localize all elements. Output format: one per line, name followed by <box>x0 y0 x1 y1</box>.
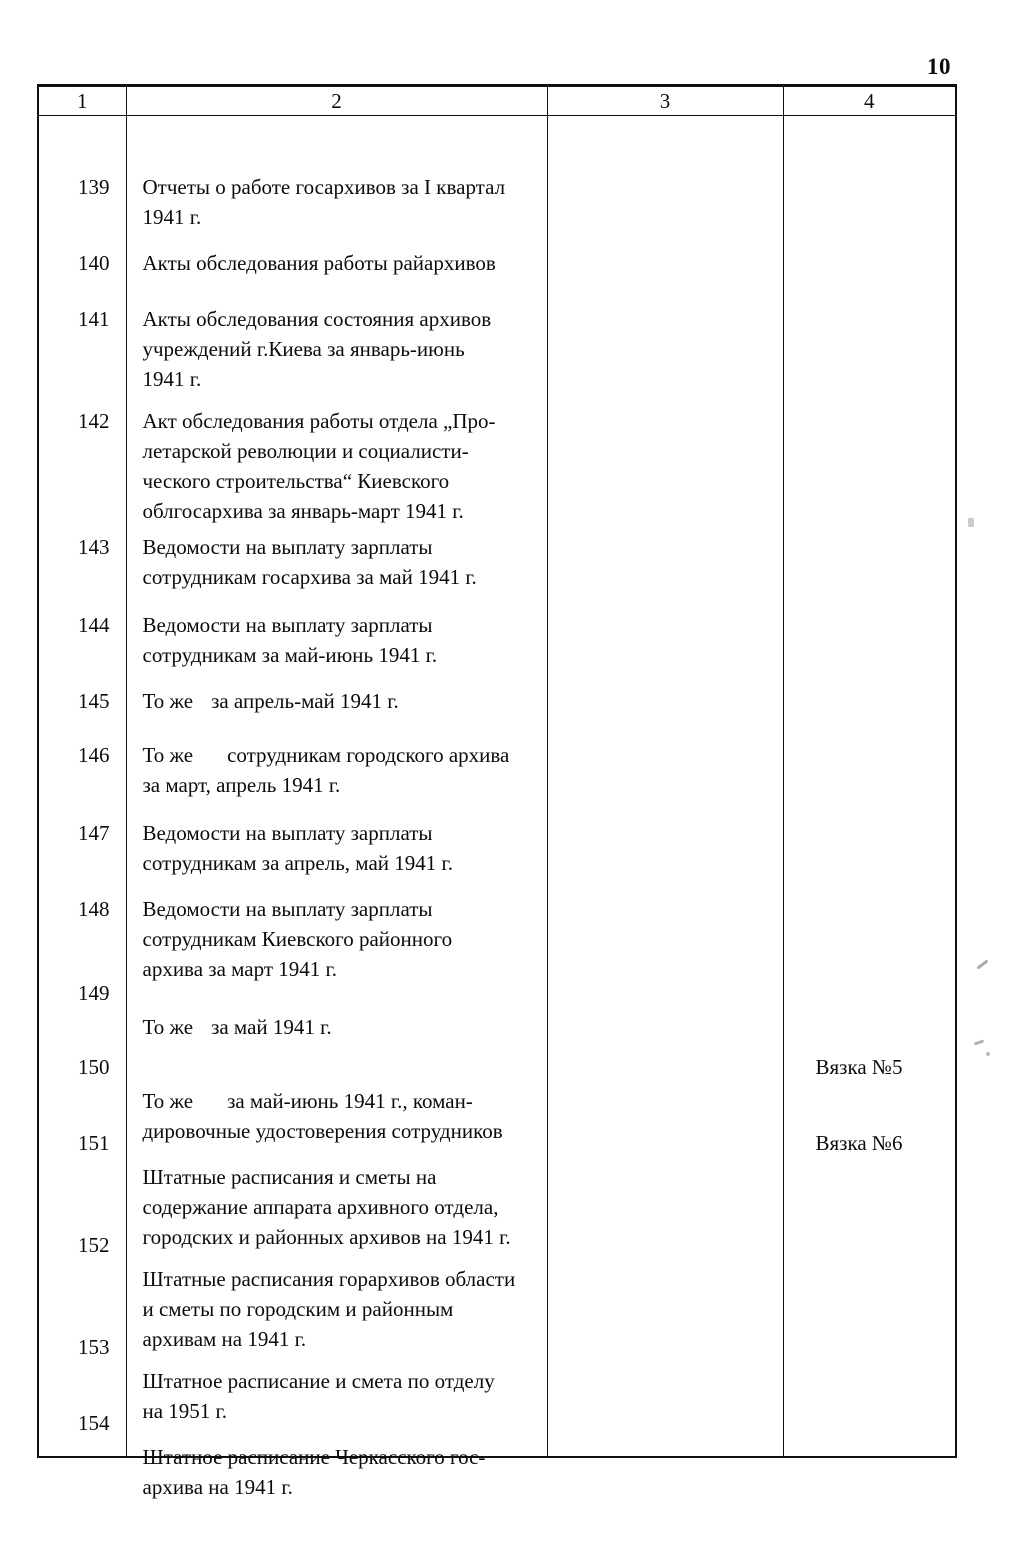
description-line: 1941 г. <box>142 367 202 391</box>
description-line: 1941 г. <box>142 205 202 229</box>
scan-artifact <box>974 1039 984 1045</box>
item-description <box>143 610 535 670</box>
description-line: ческого строительства“ Киевского <box>142 469 450 493</box>
item-number: 143 <box>78 535 110 559</box>
description-line: на 1951 г. <box>142 1399 228 1423</box>
description-line: за май 1941 г. <box>211 1015 332 1039</box>
description-line: архива на 1941 г. <box>142 1475 293 1499</box>
item-description <box>143 894 535 984</box>
item-description <box>143 304 535 394</box>
item-description <box>143 1366 535 1426</box>
description-line: и сметы по городским и районным <box>142 1297 454 1321</box>
dates-stack <box>548 116 783 1456</box>
description-line: сотрудникам Киевского районного <box>142 927 453 951</box>
item-description <box>143 818 535 878</box>
column-header-3: 3 <box>547 86 783 116</box>
description-line: Штатное расписание и смета по отделу <box>142 1369 495 1393</box>
item-number: 147 <box>78 821 110 845</box>
description-line: Акты обследования состояния архивов <box>142 307 492 331</box>
notes-stack <box>784 116 956 1456</box>
item-description <box>143 248 535 278</box>
description-line: за март, апрель 1941 г. <box>142 773 341 797</box>
item-number: 139 <box>78 175 110 199</box>
description-line: Штатное расписание Черкасского гос- <box>142 1445 486 1469</box>
description-line: за май-июнь 1941 г., коман- <box>227 1089 473 1113</box>
description-line: сотрудникам госархива за май 1941 г. <box>142 565 477 589</box>
item-number: 153 <box>78 1335 110 1359</box>
column-header-1: 1 <box>38 86 126 116</box>
item-description <box>143 740 535 800</box>
item-description <box>143 1012 535 1042</box>
item-description <box>143 172 535 232</box>
scan-artifact <box>976 959 988 969</box>
inventory-table <box>37 84 957 1499</box>
description-stack <box>127 116 547 1499</box>
description-line: архивам на 1941 г. <box>142 1327 307 1351</box>
description-prefix: То же <box>142 1089 194 1113</box>
description-line: сотрудникам за апрель, май 1941 г. <box>142 851 454 875</box>
description-line: облгосархива за январь-март 1941 г. <box>142 499 464 523</box>
description-prefix: То же <box>142 689 194 713</box>
description-line: архива за март 1941 г. <box>142 957 337 981</box>
item-number: 151 <box>78 1131 110 1155</box>
description-line: сотрудникам за май-июнь 1941 г. <box>142 643 438 667</box>
description-line: Штатные расписания и сметы на <box>142 1165 437 1189</box>
scan-artifact <box>968 518 974 527</box>
item-description <box>143 1264 535 1354</box>
description-line: Отчеты о работе госархивов за I квартал <box>142 175 506 199</box>
description-line: Акты обследования работы райархивов <box>142 251 496 275</box>
table-body-row <box>38 116 956 1458</box>
item-description <box>143 532 535 592</box>
column-item-numbers <box>38 116 126 1458</box>
page-number: 10 <box>927 54 951 79</box>
item-number: 154 <box>78 1411 110 1435</box>
column-header-4: 4 <box>783 86 956 116</box>
note-binding: Вязка №6 <box>815 1131 903 1155</box>
item-number: 148 <box>78 897 110 921</box>
item-number: 146 <box>78 743 110 767</box>
item-description <box>143 1162 535 1252</box>
column-dates <box>547 116 783 1458</box>
item-number: 141 <box>78 307 110 331</box>
description-line: Ведомости на выплату зарплаты <box>142 535 433 559</box>
description-line: за апрель-май 1941 г. <box>211 689 399 713</box>
description-line: Штатные расписания горархивов области <box>142 1267 516 1291</box>
column-header-2: 2 <box>126 86 547 116</box>
item-number-stack <box>39 116 126 1456</box>
description-line: сотрудникам городского архива <box>227 743 510 767</box>
note-binding: Вязка №5 <box>815 1055 903 1079</box>
description-line: Ведомости на выплату зарплаты <box>142 821 433 845</box>
item-description <box>143 1442 535 1502</box>
description-prefix: То же <box>142 1015 194 1039</box>
description-line: летарской революции и социалисти- <box>142 439 469 463</box>
table-header-row <box>38 86 956 116</box>
description-prefix: То же <box>142 743 194 767</box>
description-line: городских и районных архивов на 1941 г. <box>142 1225 511 1249</box>
column-notes <box>783 116 956 1458</box>
description-line: содержание аппарата архивного отдела, <box>142 1195 499 1219</box>
scan-artifact <box>986 1052 990 1056</box>
description-line: Ведомости на выплату зарплаты <box>142 897 433 921</box>
item-number: 150 <box>78 1055 110 1079</box>
description-line: учреждений г.Киева за январь-июнь <box>142 337 465 361</box>
item-description <box>143 1086 535 1146</box>
item-number: 145 <box>78 689 110 713</box>
item-number: 144 <box>78 613 110 637</box>
item-description <box>143 406 535 526</box>
description-line: дировочные удостоверения сотрудников <box>142 1119 503 1143</box>
item-number: 140 <box>78 251 110 275</box>
item-number: 149 <box>78 981 110 1005</box>
column-descriptions <box>126 116 547 1499</box>
item-description <box>143 686 535 716</box>
description-line: Акт обследования работы отдела „Про- <box>142 409 496 433</box>
item-number: 142 <box>78 409 110 433</box>
description-line: Ведомости на выплату зарплаты <box>142 613 433 637</box>
item-number: 152 <box>78 1233 110 1257</box>
